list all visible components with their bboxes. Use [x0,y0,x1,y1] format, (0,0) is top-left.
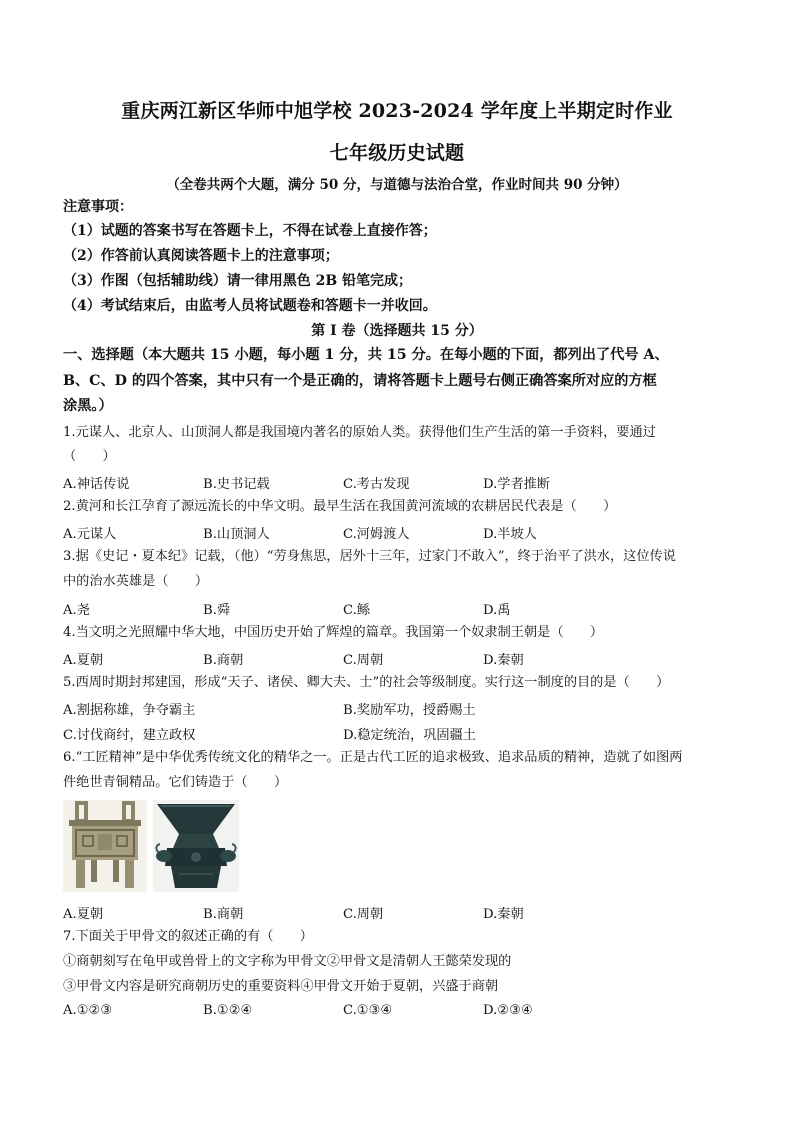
exam-subtitle: 七年级历史试题 [329,142,465,164]
option-b[interactable]: B.舜 [203,603,231,618]
question-7-statement: ③甲骨文内容是研究商朝历史的重要资料④甲骨文开始于夏朝，兴盛于商朝 [63,979,499,994]
question-1-blank: （ ） [63,449,116,464]
question-1-text: 1.元谋人、北京人、山顶洞人都是我国境内著名的原始人类。获得他们生产生活的第一手资料，要通过 [63,425,656,440]
question-4-options [63,649,743,667]
option-a[interactable]: A.①②③ [63,1003,113,1018]
question-2-text: 2.黄河和长江孕育了源远流长的中华文明。最早生活在我国黄河流域的农耕居民代表是（ ） [63,499,617,514]
bronze-zun-image [153,800,239,892]
option-b[interactable]: B.奖励军功，授爵赐土 [343,703,476,718]
notice-item: （3）作图（包括辅助线）请一律用黑色 2B 铅笔完成； [63,273,413,289]
question-3-text-cont: 中的治水英雄是（ ） [63,574,209,589]
question-5-text: 5.西周时期封邦建国，形成“天子、诸侯、卿大夫、士”的社会等级制度。实行这一制度的目的是（ ） [63,675,670,690]
option-c[interactable]: C.①③④ [343,1003,393,1018]
question-4-text: 4.当文明之光照耀中华大地，中国历史开始了辉煌的篇章。我国第一个奴隶制王朝是（ ） [63,625,604,640]
notice-heading: 注意事项： [63,199,133,215]
option-b[interactable]: B.商朝 [203,653,244,668]
option-c[interactable]: C.周朝 [343,653,384,668]
option-b[interactable]: B.①②④ [203,1003,253,1018]
question-7-options [63,1003,743,1021]
option-d[interactable]: D.秦朝 [483,653,524,668]
option-d[interactable]: D.稳定统治，巩固疆土 [343,728,476,743]
bronze-ding-image [63,800,147,892]
option-c[interactable]: C.考古发现 [343,477,410,492]
question-2-options [63,523,743,541]
question-7-statement: ①商朝刻写在龟甲或兽骨上的文字称为甲骨文②甲骨文是清朝人王懿荣发现的 [63,954,512,969]
section-instruction: 一、选择题（本大题共 15 小题，每小题 1 分，共 15 分。在每小题的下面，都列出了代号 A、 [63,347,669,363]
option-a[interactable]: A.神话传说 [63,477,130,492]
option-c[interactable]: C.周朝 [343,907,384,922]
exam-info: （全卷共两个大题，满分 50 分，与道德与法治合堂，作业时间共 90 分钟） [166,177,628,193]
question-5-options-row1 [63,699,743,717]
question-6-options [63,903,743,921]
option-d[interactable]: D.半坡人 [483,527,537,542]
notice-item: （2）作答前认真阅读答题卡上的注意事项； [63,248,339,264]
question-7-text: 7.下面关于甲骨文的叙述正确的有（ ） [63,929,313,944]
question-5-options-row2 [63,724,743,742]
option-b[interactable]: B.史书记载 [203,477,270,492]
notice-item: （4）考试结束后，由监考人员将试题卷和答题卡一并收回。 [63,298,437,314]
question-6-text: 6.“工匠精神”是中华优秀传统文化的精华之一。正是古代工匠的追求极致、追求品质的精神，造就了如图两 [63,750,683,765]
section-instruction: B、C、D 的四个答案，其中只有一个是正确的，请将答题卡上题号右侧正确答案所对应的方框 [63,373,657,389]
option-b[interactable]: B.商朝 [203,907,244,922]
option-a[interactable]: A.夏朝 [63,907,104,922]
option-b[interactable]: B.山顶洞人 [203,527,270,542]
option-a[interactable]: A.夏朝 [63,653,104,668]
option-d[interactable]: D.秦朝 [483,907,524,922]
volume-heading: 第 I 卷（选择题共 15 分） [311,323,483,339]
question-6-text-cont: 件绝世青铜精品。它们铸造于（ ） [63,775,288,790]
option-c[interactable]: C.鲧 [343,603,370,618]
section-instruction: 涂黑。） [63,398,113,414]
question-3-text: 3.据《史记・夏本纪》记载，（他）“劳身焦思，居外十三年，过家门不敢入”，终于治平了洪水，这位传说 [63,549,676,564]
option-d[interactable]: D.学者推断 [483,477,551,492]
option-c[interactable]: C.讨伐商纣，建立政权 [63,728,196,743]
bronze-images [63,800,243,892]
option-d[interactable]: D.②③④ [483,1003,533,1018]
option-a[interactable]: A.割据称雄，争夺霸主 [63,703,196,718]
option-d[interactable]: D.禹 [483,603,511,618]
option-a[interactable]: A.元谋人 [63,527,117,542]
question-1-options [63,473,743,491]
exam-title: 重庆两江新区华师中旭学校 2023-2024 学年度上半期定时作业 [121,100,673,122]
option-c[interactable]: C.河姆渡人 [343,527,410,542]
option-a[interactable]: A.尧 [63,603,90,618]
question-3-options [63,599,743,617]
notice-item: （1）试题的答案书写在答题卡上，不得在试卷上直接作答； [63,223,437,239]
